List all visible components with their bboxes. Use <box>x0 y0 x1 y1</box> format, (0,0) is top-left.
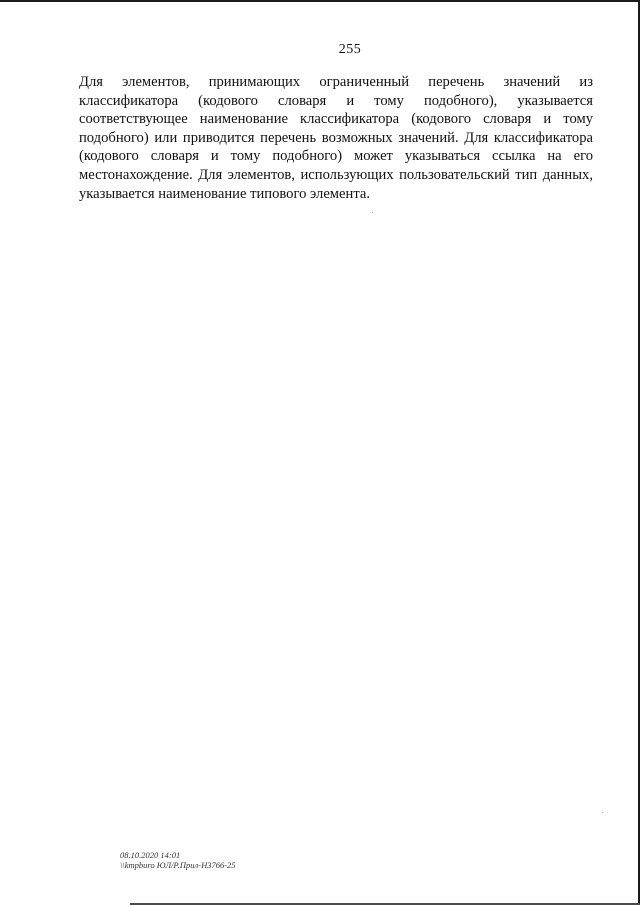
footer-file-path: \\kmpburo ЮЛ/Р.Прил-Н3766-25 <box>120 860 236 870</box>
scan-speck <box>602 812 603 813</box>
page-number: 255 <box>338 42 362 57</box>
footer-stamp <box>120 850 236 870</box>
scan-speck <box>372 212 373 213</box>
body-paragraph: Для элементов, принимающих ограниченный перечень значений из классификатора (кодового словаря и тому подобного), указывается соответствующее наименование классификатора (кодового словаря и тому подобного) или приводится перечень возможных значений. Для классификатора (кодового словаря и тому подобного) может указываться ссылка на его местонахождение. Для элементов, использующих пользовательский тип данных, указывается наименование типового элемента. <box>79 74 593 202</box>
footer-date: 08.10.2020 14:01 <box>120 850 181 860</box>
scan-edge-top <box>0 0 640 2</box>
